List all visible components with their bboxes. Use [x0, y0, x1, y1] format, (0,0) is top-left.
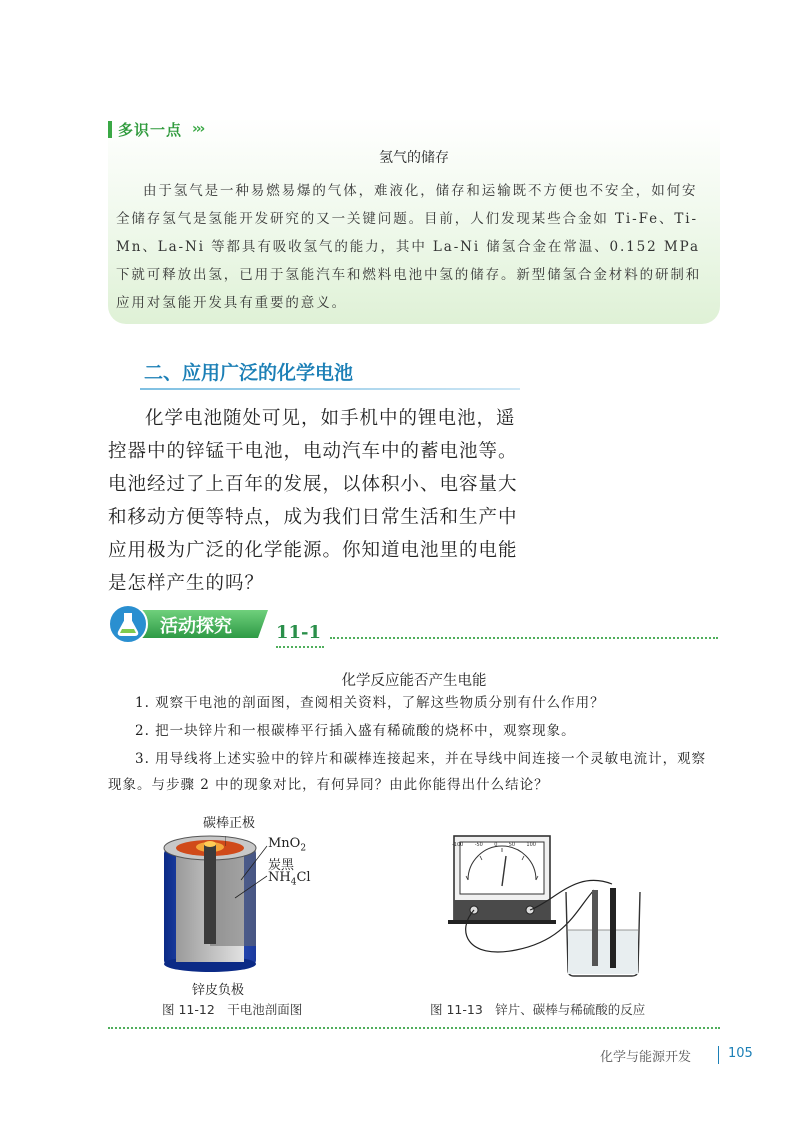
info-box-label: 多识一点	[118, 120, 183, 139]
footer-divider	[718, 1046, 719, 1064]
section-body: 化学电池随处可见，如手机中的锂电池，遥控器中的锌锰干电池，电动汽车中的蓄电池等。电池经过了上百年的发展，以体积小、电容量大和移动方便等特点，成为我们日常生活和生产中应用极为广泛的化学能源。你知道电池里的电能是怎样产生的吗？	[108, 408, 518, 594]
info-box-header	[108, 119, 203, 139]
mno2-label-sub: 2	[300, 843, 307, 854]
meter-tick: -100	[452, 842, 464, 848]
section-title: 二、应用广泛的化学电池	[144, 362, 354, 384]
page-number: 105	[728, 1046, 753, 1061]
info-box-text: 由于氢气是一种易燃易爆的气体，难液化，储存和运输既不方便也不安全，如何安全储存氢气是氢能开发研究的又一关键问题。目前，人们发现某些合金如 Ti-Fe、Ti-Mn、La-Ni 等都具有吸收氢气的能力，其中 La-Ni 储氢合金在常温、0.152 MPa 下就可释放出氢，已用于氢能汽车和燃料电池中氢的储存。新型储氢合金材料的研制和应用对氢能开发具有重要的意义。	[116, 183, 702, 311]
figure-caption: 图 11-12 干电池剖面图	[162, 1002, 303, 1017]
mno2-label-base: MnO	[268, 836, 301, 851]
activity-step: 1. 观察干电池的剖面图，查阅相关资料，了解这些物质分别有什么作用？	[135, 695, 605, 711]
activity-step: 3. 用导线将上述实验中的锌片和碳棒连接起来，并在导线中间连接一个灵敏电流计，观察现象。与步骤 2 中的现象对比，有何异同？由此你能得出什么结论？	[108, 751, 707, 793]
zinc-case-label: 锌皮负极	[192, 983, 245, 998]
activity-number-underline	[276, 646, 324, 648]
chevrons-icon: ›››	[192, 121, 204, 137]
meter-scale	[452, 842, 536, 848]
info-box-title: 氢气的储存	[379, 150, 449, 166]
carbon-black-label: 炭黑	[268, 858, 295, 873]
section-underline	[140, 388, 520, 390]
nh4cl-label-b: Cl	[296, 870, 311, 885]
nh4cl-label-sub: 4	[290, 877, 297, 888]
meter-tick: 100	[526, 842, 536, 848]
galvanometer-setup-diagram	[446, 830, 646, 980]
info-bar-icon	[108, 121, 112, 138]
footer-chapter-title: 化学与能源开发	[600, 1050, 692, 1065]
carbon-rod-label: 碳棒正极	[203, 816, 256, 831]
activity-dotted-line	[330, 637, 718, 639]
meter-tick: 50	[508, 842, 516, 848]
meter-tick: -50	[474, 842, 483, 848]
activity-title: 化学反应能否产生电能	[341, 673, 487, 689]
activity-number: 11-1	[276, 622, 322, 643]
figure-caption: 图 11-13 锌片、碳棒与稀硫酸的反应	[430, 1002, 646, 1017]
nh4cl-label-a: NH	[268, 870, 291, 885]
bottom-dotted-line	[108, 1027, 720, 1029]
meter-tick: 0	[494, 842, 498, 848]
flask-icon	[114, 610, 142, 638]
activity-label: 活动探究	[160, 616, 232, 637]
label-leader-lines	[225, 828, 275, 908]
activity-step: 2. 把一块锌片和一根碳棒平行插入盛有稀硫酸的烧杯中，观察现象。	[135, 723, 576, 739]
